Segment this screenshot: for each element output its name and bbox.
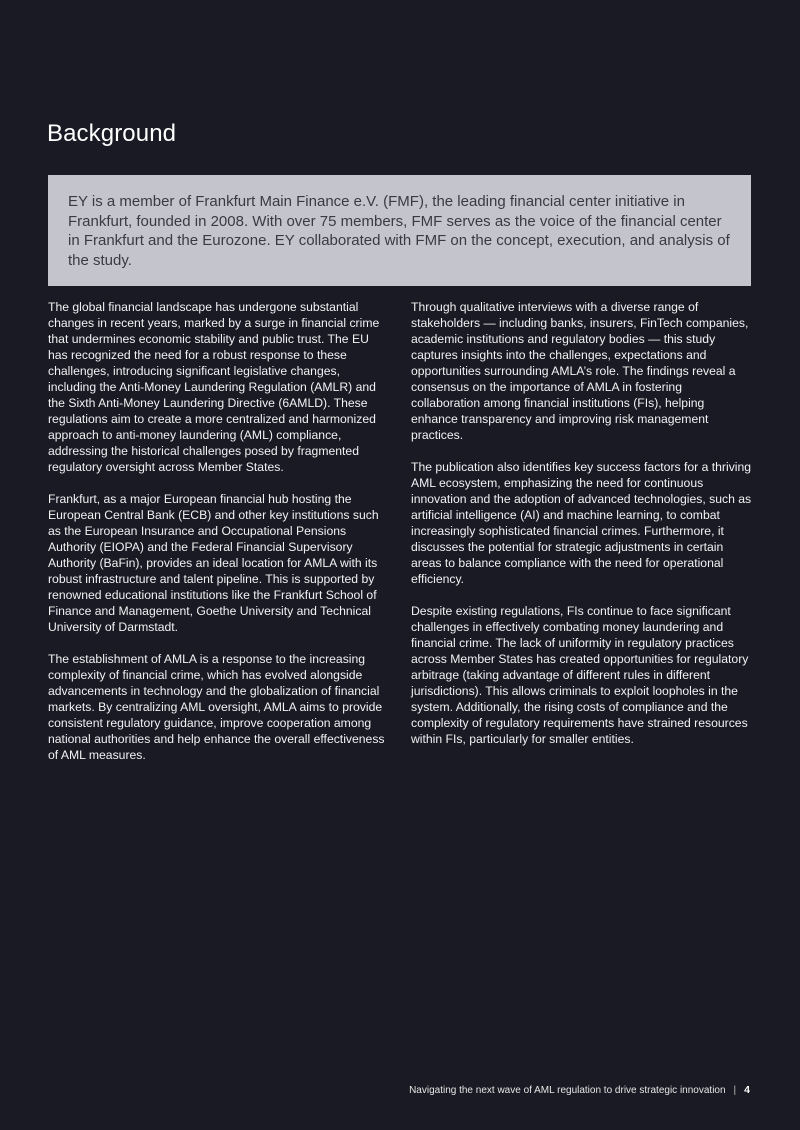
paragraph: Frankfurt, as a major European financial hub hosting the European Central Bank (ECB) and other key institutions such as the European Insurance and Occupational Pensions Authority (EIOPA) and the Federal Financial Supervisory Authority (BaFin), provides an ideal location for AMLA with its robust infrastructure and talent pipeline. This is supported by renowned educational institutions like the Frankfurt School of Finance and Management, Goethe University and Technical University of Darmstadt. — [48, 492, 379, 634]
paragraph: The global financial landscape has undergone substantial changes in recent years, marked by a surge in financial crime that undermines economic stability and public trust. The EU has recognized the need for a robust response to these challenges, introducing significant legislative changes, including the Anti-Money Laundering Regulation (AMLR) and the Sixth Anti-Money Laundering Directive (6AMLD). These regulations aim to create a more centralized and harmonized approach to anti-money laundering (AML) compliance, addressing the historical challenges posed by fragmented regulatory oversight across Member States. — [48, 300, 380, 474]
page-number: 4 — [744, 1084, 750, 1096]
left-column — [48, 299, 390, 779]
paragraph: Through qualitative interviews with a diverse range of stakeholders — including banks, insurers, FinTech companies, academic institutions and regulatory bodies — this study captures insights into the challenges, expectations and opportunities surrounding AMLA’s role. The findings reveal a consensus on the importance of AMLA in fostering collaboration among financial institutions (FIs), helping enhance transparency and improving risk management practices. — [411, 300, 749, 442]
paragraph: The publication also identifies key success factors for a thriving AML ecosystem, emphasizing the need for continuous innovation and the adoption of advanced technologies, such as artificial intelligence (AI) and machine learning, to combat increasingly sophisticated financial crimes. Furthermore, it discusses the potential for strategic adjustments in certain areas to balance compliance with the need for operational efficiency. — [411, 460, 752, 586]
right-column — [411, 299, 753, 763]
paragraph: Despite existing regulations, FIs continue to face significant challenges in effectively combating money laundering and financial crime. The lack of uniformity in regulatory practices across Member States has created opportunities for regulatory arbitrage (taking advantage of different rules in different jurisdictions). This allows criminals to exploit loopholes in the system. Additionally, the rising costs of compliance and the complexity of regulatory requirements have strained resources within FIs, particularly for smaller entities. — [411, 604, 749, 746]
callout-text: EY is a member of Frankfurt Main Finance e.V. (FMF), the leading financial center initiative in Frankfurt, founded in 2008. With over 75 members, FMF serves as the voice of the financial center in Frankfurt and the Eurozone. EY collaborated with FMF on the concept, execution, and analysis of the study. — [68, 193, 730, 269]
paragraph: The establishment of AMLA is a response to the increasing complexity of financial crime, which has evolved alongside advancements in technology and the globalization of financial markets. By centralizing AML oversight, AMLA aims to provide consistent regulatory guidance, improve cooperation among national authorities and help enhance the overall effectiveness of AML measures. — [48, 652, 385, 762]
footer-separator: | — [733, 1084, 737, 1096]
page-title: Background — [47, 120, 177, 147]
footer-title: Navigating the next wave of AML regulation to drive strategic innovation — [409, 1084, 726, 1096]
callout-box — [48, 175, 751, 286]
page-footer — [409, 1084, 750, 1096]
